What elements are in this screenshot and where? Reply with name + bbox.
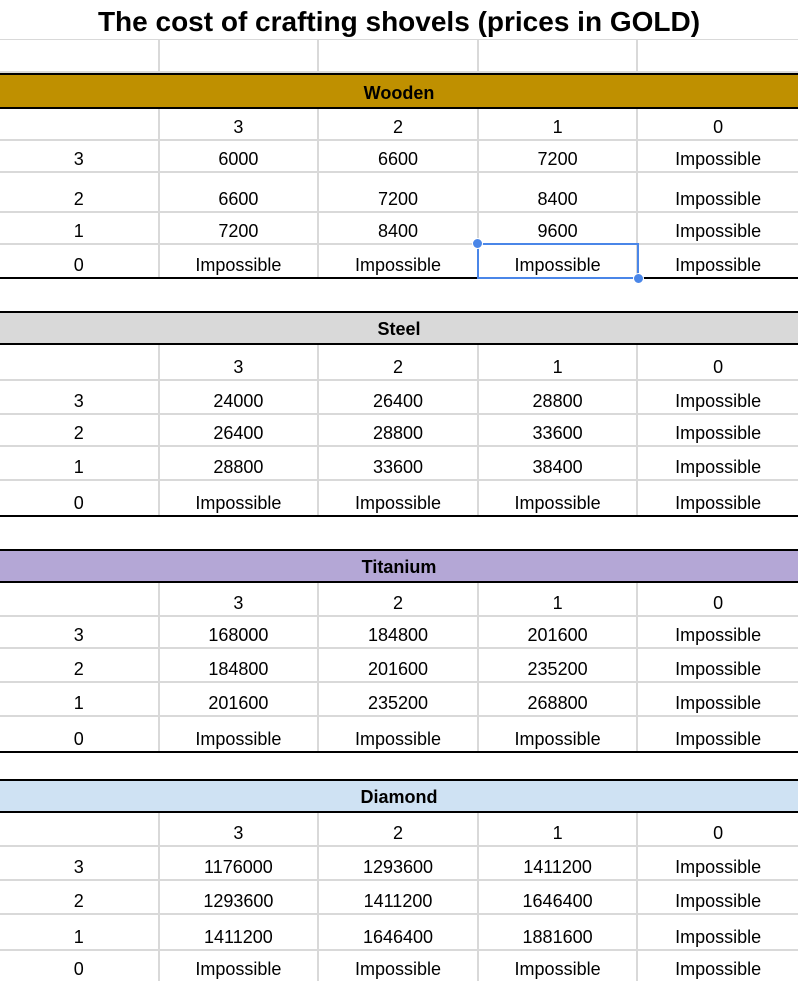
empty-cell[interactable] <box>479 40 639 71</box>
table-cell[interactable]: 3 <box>160 813 320 845</box>
column-header-row[interactable] <box>0 813 798 847</box>
table-cell[interactable]: Impossible <box>319 481 479 515</box>
table-cell[interactable]: Impossible <box>160 481 320 515</box>
table-row[interactable] <box>0 881 798 915</box>
table-row[interactable] <box>0 213 798 245</box>
table-row[interactable] <box>0 381 798 415</box>
row-label-cell[interactable]: 0 <box>0 951 160 981</box>
table-cell[interactable]: 235200 <box>319 683 479 715</box>
table-cell[interactable]: 33600 <box>319 447 479 479</box>
table-cell[interactable]: Impossible <box>675 255 762 275</box>
table-cell[interactable]: Impossible <box>479 951 639 981</box>
table-cell[interactable]: 28800 <box>160 447 320 479</box>
table-cell[interactable]: 0 <box>713 823 724 843</box>
table-cell[interactable]: 0 <box>713 593 724 613</box>
table-cell[interactable]: 1 <box>479 813 639 845</box>
table-cell[interactable]: 1 <box>479 109 639 139</box>
row-label-cell[interactable]: 2 <box>0 881 160 913</box>
table-cell[interactable]: 6000 <box>160 141 320 171</box>
table-cell[interactable]: 268800 <box>479 683 639 715</box>
empty-cell[interactable] <box>638 40 798 71</box>
table-cell[interactable]: 28800 <box>479 381 639 413</box>
spacer-row[interactable] <box>0 515 798 549</box>
table-cell[interactable]: 1 <box>479 583 639 615</box>
table-cell[interactable]: 1293600 <box>160 881 320 913</box>
row-label-cell[interactable]: 3 <box>0 617 160 647</box>
table-cell[interactable]: 1411200 <box>479 847 639 879</box>
table-row[interactable] <box>0 717 798 751</box>
table-cell[interactable]: 28800 <box>319 415 479 445</box>
table-cell[interactable]: 201600 <box>160 683 320 715</box>
table-cell[interactable]: 1176000 <box>160 847 320 879</box>
table-cell[interactable]: 0 <box>713 117 724 137</box>
table-row[interactable] <box>0 173 798 213</box>
row-label-cell[interactable]: 1 <box>0 213 160 243</box>
table-cell[interactable]: Impossible <box>675 891 762 911</box>
table-cell[interactable]: Impossible <box>675 391 762 411</box>
table-cell[interactable]: 7200 <box>160 213 320 243</box>
table-cell[interactable]: 24000 <box>160 381 320 413</box>
table-cell[interactable]: 38400 <box>479 447 639 479</box>
row-label-cell[interactable]: 0 <box>0 717 160 751</box>
table-cell[interactable]: Impossible <box>675 493 762 513</box>
table-cell[interactable]: 201600 <box>479 617 639 647</box>
table-cell[interactable]: Impossible <box>479 717 639 751</box>
table-cell[interactable]: 33600 <box>479 415 639 445</box>
row-label-cell[interactable]: 3 <box>0 141 160 171</box>
table-cell[interactable]: 0 <box>713 357 724 377</box>
row-label-cell[interactable]: 2 <box>0 649 160 681</box>
empty-cell[interactable] <box>160 40 320 71</box>
table-cell[interactable]: Impossible <box>479 481 639 515</box>
table-cell[interactable]: Impossible <box>319 951 479 981</box>
selection-handle-top-left[interactable] <box>472 238 483 249</box>
table-row[interactable] <box>0 617 798 649</box>
table-row[interactable] <box>0 447 798 481</box>
table-cell[interactable]: Impossible <box>675 221 762 241</box>
table-cell[interactable]: 3 <box>160 109 320 139</box>
row-label-cell[interactable]: 2 <box>0 173 160 211</box>
table-cell[interactable]: Impossible <box>675 693 762 713</box>
table-cell[interactable]: 8400 <box>319 213 479 243</box>
table-cell[interactable]: 184800 <box>319 617 479 647</box>
table-cell[interactable]: Impossible <box>675 927 762 947</box>
table-cell[interactable]: Impossible <box>675 857 762 877</box>
spacer-row[interactable] <box>0 277 798 311</box>
table-cell[interactable]: 7200 <box>479 141 639 171</box>
table-cell[interactable]: 1646400 <box>319 915 479 949</box>
column-header-row[interactable] <box>0 345 798 381</box>
selection-handle-bottom-right[interactable] <box>633 273 644 284</box>
column-header-row[interactable] <box>0 583 798 617</box>
table-row[interactable] <box>0 683 798 717</box>
empty-cell[interactable] <box>319 40 479 71</box>
row-label-cell[interactable] <box>0 345 160 379</box>
table-cell[interactable]: Impossible <box>160 951 320 981</box>
table-cell[interactable]: 3 <box>160 583 320 615</box>
table-cell[interactable]: 168000 <box>160 617 320 647</box>
row-label-cell[interactable]: 3 <box>0 381 160 413</box>
table-cell[interactable]: Impossible <box>319 245 479 277</box>
section-header-titanium[interactable]: Titanium <box>0 549 798 583</box>
section-header-wooden[interactable]: Wooden <box>0 73 798 109</box>
table-cell[interactable]: 1293600 <box>319 847 479 879</box>
table-cell[interactable]: 26400 <box>160 415 320 445</box>
table-row[interactable] <box>0 415 798 447</box>
table-cell[interactable]: Impossible <box>675 959 762 979</box>
table-cell[interactable]: Impossible <box>675 625 762 645</box>
row-label-cell[interactable]: 0 <box>0 245 160 277</box>
table-cell[interactable]: 1411200 <box>319 881 479 913</box>
table-cell[interactable]: Impossible <box>675 729 762 749</box>
table-cell[interactable]: Impossible <box>160 717 320 751</box>
row-label-cell[interactable]: 0 <box>0 481 160 515</box>
table-cell[interactable]: 9600 <box>479 213 639 243</box>
table-cell[interactable]: Impossible <box>675 457 762 477</box>
table-row[interactable] <box>0 481 798 515</box>
table-cell[interactable]: Impossible <box>675 149 762 169</box>
row-label-cell[interactable]: 2 <box>0 415 160 445</box>
table-row[interactable] <box>0 915 798 951</box>
table-cell[interactable]: 1881600 <box>479 915 639 949</box>
table-row[interactable] <box>0 245 798 277</box>
table-cell[interactable]: 6600 <box>319 141 479 171</box>
row-label-cell[interactable]: 1 <box>0 915 160 949</box>
table-row[interactable] <box>0 141 798 173</box>
table-cell[interactable]: 2 <box>319 109 479 139</box>
table-cell[interactable]: 2 <box>319 345 479 379</box>
table-cell[interactable]: Impossible <box>479 245 639 277</box>
table-row[interactable] <box>0 847 798 881</box>
section-header-steel[interactable]: Steel <box>0 311 798 345</box>
row-label-cell[interactable]: 3 <box>0 847 160 879</box>
table-cell[interactable]: 2 <box>319 583 479 615</box>
table-cell[interactable]: 3 <box>160 345 320 379</box>
empty-cell[interactable] <box>0 40 160 71</box>
table-cell[interactable]: 1 <box>479 345 639 379</box>
table-cell[interactable]: Impossible <box>319 717 479 751</box>
table-cell[interactable]: 1646400 <box>479 881 639 913</box>
table-cell[interactable]: Impossible <box>675 659 762 679</box>
table-cell[interactable]: Impossible <box>160 245 320 277</box>
table-cell[interactable]: 1411200 <box>160 915 320 949</box>
row-label-cell[interactable] <box>0 813 160 845</box>
table-cell[interactable]: 201600 <box>319 649 479 681</box>
row-label-cell[interactable] <box>0 109 160 139</box>
table-cell[interactable]: Impossible <box>675 189 762 209</box>
row-label-cell[interactable]: 1 <box>0 447 160 479</box>
empty-row[interactable] <box>0 40 798 73</box>
section-header-diamond[interactable]: Diamond <box>0 779 798 813</box>
table-cell[interactable]: 26400 <box>319 381 479 413</box>
column-header-row[interactable] <box>0 109 798 141</box>
table-cell[interactable]: 7200 <box>319 173 479 211</box>
table-cell[interactable]: 6600 <box>160 173 320 211</box>
row-label-cell[interactable]: 1 <box>0 683 160 715</box>
table-cell[interactable]: 235200 <box>479 649 639 681</box>
sheet-title: The cost of crafting shovels (prices in GOLD) <box>0 0 798 40</box>
table-row[interactable] <box>0 649 798 683</box>
table-cell[interactable]: 2 <box>319 813 479 845</box>
row-label-cell[interactable] <box>0 583 160 615</box>
table-cell[interactable]: 184800 <box>160 649 320 681</box>
table-cell[interactable]: 8400 <box>479 173 639 211</box>
table-cell[interactable]: Impossible <box>675 423 762 443</box>
